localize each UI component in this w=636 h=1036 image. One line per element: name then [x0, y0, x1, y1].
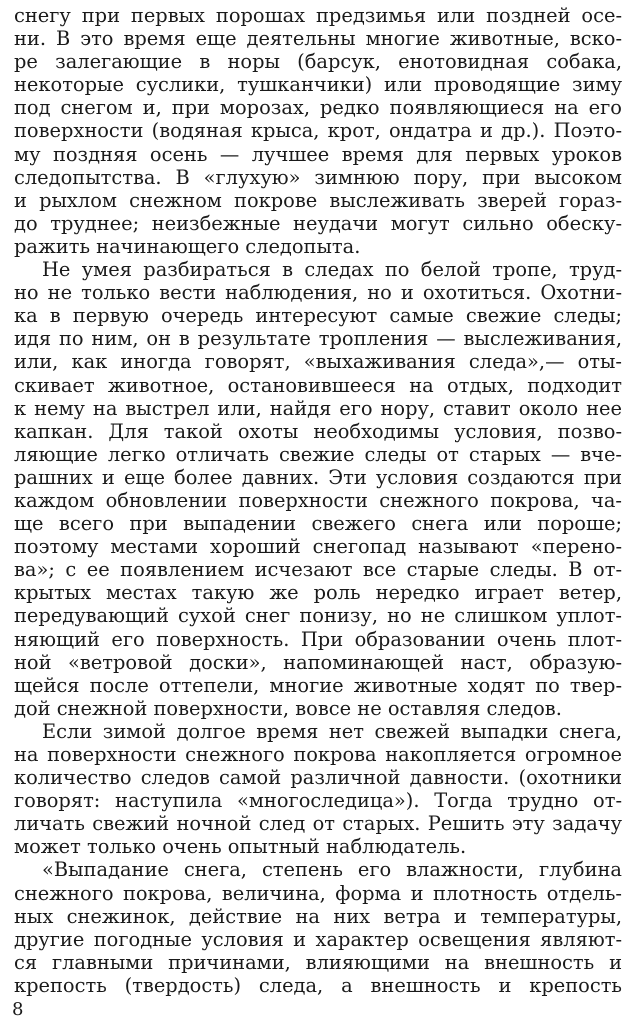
text-line: до труднее; неизбежные неудачи могут сильно обеску-: [14, 211, 622, 235]
text-line: поэтому местами хороший снегопад называют «перено-: [14, 535, 622, 559]
text-line: му поздняя осень — лучшее время для первых уроков: [14, 142, 622, 166]
text-line: ной «ветровой доски», напоминающей наст, образую-: [14, 650, 622, 674]
paragraph: [14, 258, 622, 720]
text-line: «Выпадание снега, степень его влажности, глубина: [42, 858, 622, 882]
text-line: рашних и еще более давних. Эти условия создаются при: [14, 465, 622, 489]
text-line: может только очень опытный наблюдатель.: [14, 835, 467, 859]
text-line: некоторые суслики, тушканчики) или проводящие зиму: [14, 73, 622, 97]
paragraph: [14, 858, 622, 997]
text-line: другие погодные условия и характер освещения являют-: [14, 927, 622, 951]
text-line: личать свежий ночной след от старых. Решить эту задачу: [14, 812, 622, 836]
text-line: скивает животное, остановившееся на отдых, подходит: [14, 373, 622, 397]
text-line: и рыхлом снежном покрове выслеживать зверей гораз-: [14, 188, 622, 212]
paragraph: [14, 720, 622, 859]
text-line: под снегом и, при морозах, редко появляющиеся на его: [14, 96, 622, 120]
text-line: каждом обновлении поверхности снежного покрова, ча-: [14, 488, 622, 512]
text-line: ва»; с ее появлением исчезают все старые следы. В от-: [14, 558, 622, 582]
text-line: ка в первую очередь интересуют самые свежие следы;: [14, 304, 622, 328]
text-line: идя по ним, он в результате тропления — выслеживания,: [14, 327, 622, 351]
text-line: крепость (твердость) следа, а внешность и крепость: [14, 973, 622, 997]
text-line: следопытства. В «глухую» зимнюю пору, при высоком: [14, 165, 622, 189]
text-line: ре залегающие в норы (барсук, енотовидная собака,: [14, 50, 622, 74]
text-line: ных снежинок, действие на них ветра и температуры,: [14, 904, 622, 928]
paragraph: [14, 4, 622, 258]
text-line: Если зимой долгое время нет свежей выпадки снега,: [42, 719, 622, 743]
text-line: ще всего при выпадении свежего снега или пороше;: [14, 512, 622, 536]
text-line: крытых местах такую же роль нередко играет ветер,: [14, 581, 622, 605]
text-line: ляющие легко отличать свежие следы от старых — вче-: [14, 442, 622, 466]
text-line: но не только вести наблюдения, но и охотиться. Охотни-: [14, 281, 622, 305]
text-line: Не умея разбираться в следах по белой тропе, труд-: [42, 258, 622, 282]
text-line: ражить начинающего следопыта.: [14, 234, 361, 258]
text-line: снежного покрова, величина, форма и плотность отдель-: [14, 881, 622, 905]
text-line: поверхности (водяная крыса, крот, ондатра и др.). Поэто-: [14, 119, 622, 143]
text-line: или, как иногда говорят, «выхаживания следа»,— оты-: [14, 350, 622, 374]
text-line: ся главными причинами, влияющими на внешность и: [14, 950, 622, 974]
text-line: снегу при первых порошах предзимья или поздней осе-: [14, 4, 622, 27]
text-line: количество следов самой различной давности. (охотники: [14, 766, 622, 790]
page-text: [14, 4, 622, 997]
text-line: на поверхности снежного покрова накопляется огромное: [14, 743, 622, 766]
text-line: дой снежной поверхности, вовсе не оставляя следов.: [14, 696, 562, 720]
text-line: к нему на выстрел или, найдя его нору, ставит около нее: [14, 396, 622, 420]
text-line: говорят: наступила «многоследица»). Тогда трудно от-: [14, 789, 622, 813]
page-number: 8: [12, 999, 24, 1020]
text-line: передувающий сухой снег понизу, но не слишком уплот-: [14, 604, 622, 628]
text-line: няющий его поверхность. При образовании очень плот-: [14, 627, 622, 651]
text-line: капкан. Для такой охоты необходимы условия, позво-: [14, 419, 622, 443]
text-line: щейся после оттепели, многие животные ходят по твер-: [14, 673, 622, 697]
text-line: ни. В это время еще деятельны многие животные, вско-: [14, 27, 622, 51]
